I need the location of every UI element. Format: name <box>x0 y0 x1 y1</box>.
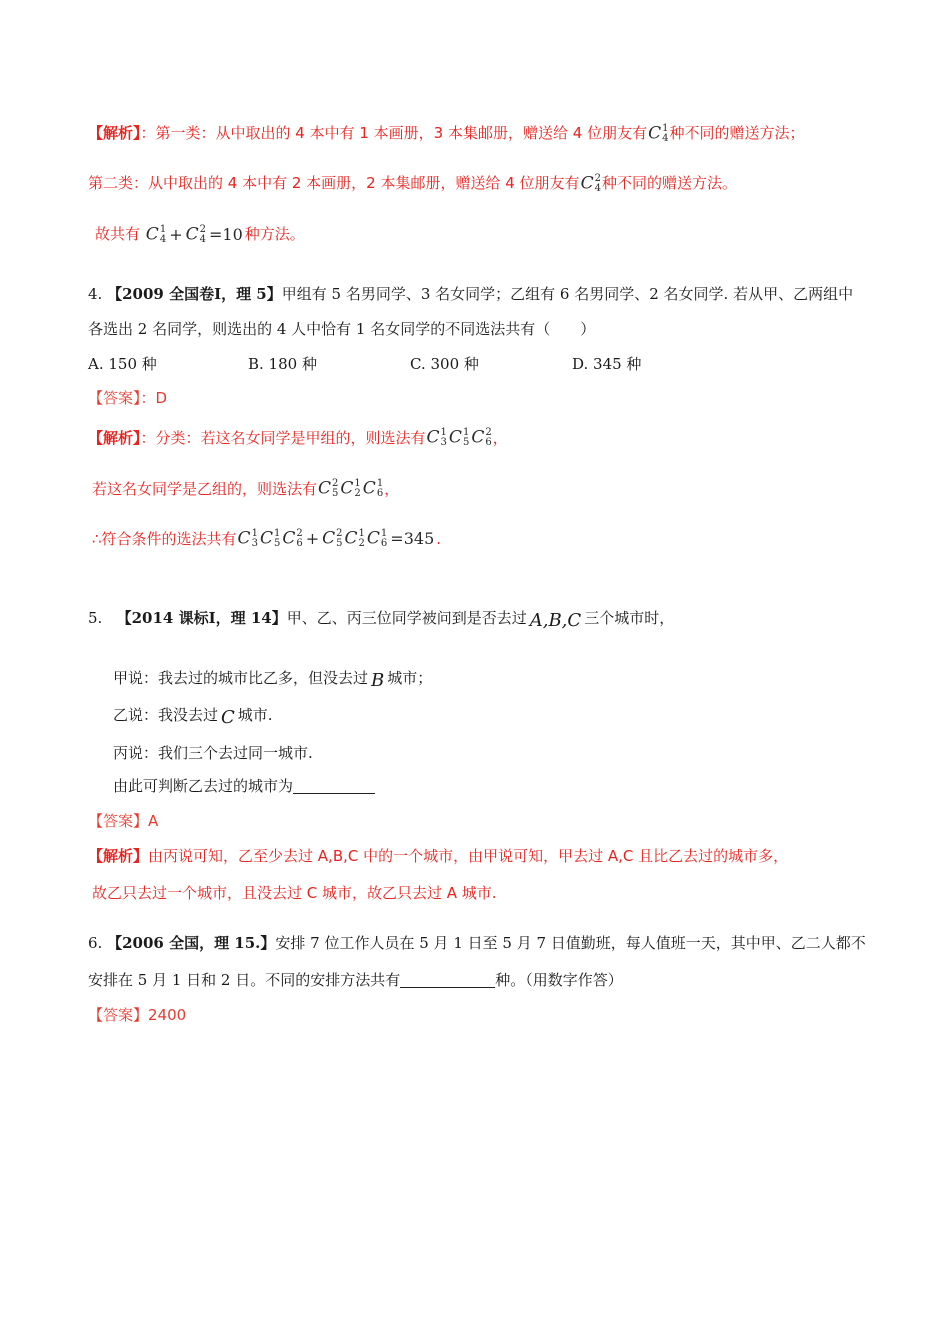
term-sup: 2 <box>199 223 206 235</box>
term-base: C <box>322 528 336 549</box>
statement-text: 城市. <box>237 706 273 724</box>
term-sub: 5 <box>462 437 470 448</box>
term-base: C <box>362 478 376 499</box>
solution-label: 【解析】 <box>88 428 141 447</box>
question-text: 安排在 5 月 1 日和 2 日。不同的安排方法共有 <box>88 971 401 989</box>
answer-blank <box>293 779 375 794</box>
q5-solution-line2 <box>0 881 950 905</box>
q6-stem-line2 <box>0 968 950 992</box>
combination-term <box>186 225 206 245</box>
combination-term <box>363 479 383 499</box>
solution-text: 第二类：从中取出的 4 本中有 2 本画册，2 本集邮册，赠送给 4 位朋友有 <box>88 174 580 192</box>
answer-label: 【答案】 <box>88 1006 149 1024</box>
term-sub: 2 <box>354 488 361 499</box>
answer-blank <box>400 973 495 988</box>
term-sub: 6 <box>380 538 388 549</box>
answer-value: A <box>148 812 159 830</box>
term-sup: 1 <box>380 528 388 539</box>
q6-answer <box>0 1003 950 1027</box>
term-indices <box>336 529 342 549</box>
q3-solution-line3 <box>0 222 950 247</box>
term-sub: 5 <box>273 538 281 549</box>
term-sub: 3 <box>251 538 258 549</box>
solution-text: ， <box>384 479 400 498</box>
q5-conclusion <box>0 774 950 798</box>
math-city: B <box>371 670 385 691</box>
q4-solution-line2 <box>0 477 950 501</box>
solution-label: 【解析】 <box>88 847 149 865</box>
combination-term <box>318 479 338 499</box>
result: =345 <box>390 529 435 548</box>
term-base: C <box>448 427 462 448</box>
statement-text: 甲说：我去过的城市比乙多，但没去过 <box>113 669 369 687</box>
term-sup: 1 <box>159 223 167 235</box>
solution-text: . <box>436 529 442 548</box>
question-text: 安排 7 位工作人员在 5 月 1 日至 5 月 7 日值勤班，每人值班一天，其中甲、乙二人都不 <box>275 934 866 952</box>
term-indices <box>274 529 280 549</box>
option-c: C. 300 种 <box>410 354 479 373</box>
term-base: C <box>145 224 159 244</box>
solution-text: ， <box>492 428 508 447</box>
term-indices <box>463 428 469 448</box>
question-text: 各选出 2 名同学，则选出的 4 人中恰有 1 名女同学的不同选法共有（ ） <box>88 319 596 338</box>
combination-term <box>427 428 447 448</box>
term-base: C <box>237 528 251 549</box>
term-indices <box>485 428 491 448</box>
term-base: C <box>648 123 662 143</box>
term-sup: 1 <box>354 478 361 489</box>
answer-label: 【答案】 <box>88 388 141 407</box>
question-number: 4. <box>88 284 103 303</box>
combination-term <box>260 529 280 549</box>
q5-statement-bing <box>0 741 950 765</box>
term-base: C <box>344 528 358 549</box>
term-sub: 4 <box>159 233 167 245</box>
term-sup: 2 <box>485 427 492 438</box>
term-sup: 1 <box>273 528 281 539</box>
question-text: 甲组有 5 名男同学、3 名女同学；乙组有 6 名男同学、2 名女同学. 若从甲、乙两组中 <box>281 284 854 303</box>
combination-term <box>648 124 668 144</box>
term-sup: 2 <box>332 478 339 489</box>
term-indices <box>441 428 447 448</box>
term-sup: 1 <box>251 528 258 539</box>
solution-text: 种不同的赠送方法； <box>669 124 805 142</box>
term-base: C <box>471 427 485 448</box>
q4-answer <box>0 386 950 410</box>
conclusion-text: 由此可判断乙去过的城市为 <box>113 777 294 795</box>
term-sup: 1 <box>358 528 365 539</box>
term-sup: 1 <box>662 122 669 134</box>
term-sub: 5 <box>336 538 343 549</box>
term-base: C <box>340 478 354 499</box>
term-sup: 2 <box>336 528 343 539</box>
combination-term <box>449 428 469 448</box>
question-number: 5. <box>88 609 103 627</box>
q4-stem-line2 <box>0 317 950 341</box>
term-sup: 2 <box>296 528 303 539</box>
q4-solution-line1 <box>0 426 950 450</box>
term-base: C <box>426 427 440 448</box>
combination-term <box>345 529 365 549</box>
solution-text: 故共有 <box>95 225 141 243</box>
term-indices <box>662 124 668 144</box>
option-d: D. 345 种 <box>572 354 642 373</box>
q3-solution-line1 <box>0 121 950 145</box>
term-indices <box>377 479 383 499</box>
term-sup: 1 <box>440 427 447 438</box>
term-indices <box>296 529 302 549</box>
q4-stem-line1 <box>0 282 950 306</box>
math-city: C <box>221 707 235 728</box>
plus-sign: + <box>169 224 183 244</box>
term-base: C <box>318 478 332 499</box>
term-sub: 6 <box>485 437 492 448</box>
term-indices <box>332 479 338 499</box>
combination-term <box>581 174 601 194</box>
q4-solution-line3 <box>0 527 950 552</box>
statement-text: 乙说：我没去过 <box>113 706 219 724</box>
solution-text: 若这名女同学是乙组的，则选法有 <box>92 479 318 498</box>
term-sub: 4 <box>662 132 669 144</box>
result: =10 <box>208 224 243 244</box>
q5-answer <box>0 809 950 833</box>
term-indices <box>252 529 258 549</box>
combination-term <box>471 428 491 448</box>
question-source: 【2006 全国，理 15.】 <box>107 934 276 952</box>
combination-term <box>238 529 258 549</box>
term-sub: 2 <box>358 538 365 549</box>
term-indices <box>381 529 387 549</box>
combination-term <box>322 529 342 549</box>
statement-text: 丙说：我们三个去过同一城市. <box>113 744 313 762</box>
term-sup: 1 <box>376 478 384 489</box>
q6-stem-line1 <box>0 931 950 955</box>
solution-label: 【解析】 <box>88 124 141 142</box>
math-cities: A,B,C <box>529 610 582 631</box>
question-text: 种。（用数字作答） <box>495 971 623 989</box>
term-sup: 1 <box>462 427 470 438</box>
term-base: C <box>580 173 594 193</box>
question-number: 6. <box>88 934 103 952</box>
term-base: C <box>259 528 273 549</box>
term-sub: 6 <box>376 488 384 499</box>
q5-stem <box>0 606 950 633</box>
term-base: C <box>282 528 296 549</box>
term-indices <box>160 225 166 245</box>
term-indices <box>354 479 360 499</box>
answer-label: 【答案】 <box>88 812 149 830</box>
solution-text: ：分类：若这名女同学是甲组的，则选法有 <box>140 428 426 447</box>
q4-options <box>0 352 950 376</box>
combination-term <box>340 479 360 499</box>
option-b: B. 180 种 <box>248 354 317 373</box>
combination-term <box>367 529 387 549</box>
statement-text: 城市； <box>387 669 433 687</box>
solution-text: ：第一类：从中取出的 4 本中有 1 本画册，3 本集邮册，赠送给 4 位朋友有 <box>140 124 648 142</box>
combination-term <box>146 225 166 245</box>
q5-statement-jia <box>0 666 950 693</box>
solution-text: 由丙说可知，乙至少去过 A,B,C 中的一个城市，由甲说可知，甲去过 A,C 且比乙去过的城市多， <box>148 847 789 865</box>
q3-solution-line2 <box>0 171 950 195</box>
term-sub: 4 <box>199 233 206 245</box>
term-indices <box>595 174 601 194</box>
question-text: 三个城市时， <box>584 609 675 627</box>
term-base: C <box>366 528 380 549</box>
answer-value: 2400 <box>148 1006 187 1024</box>
q5-solution-line1 <box>0 844 950 868</box>
term-sup: 2 <box>594 172 601 184</box>
plus-sign: + <box>305 529 320 548</box>
term-sub: 3 <box>440 437 447 448</box>
answer-value: ：D <box>140 388 168 407</box>
term-sub: 4 <box>594 182 601 194</box>
term-base: C <box>185 224 199 244</box>
q5-statement-yi <box>0 703 950 730</box>
solution-text: ∴符合条件的选法共有 <box>92 529 237 548</box>
term-indices <box>359 529 365 549</box>
question-source: 【2009 全国卷Ⅰ，理 5】 <box>107 284 282 303</box>
solution-text: 故乙只去过一个城市，且没去过 C 城市，故乙只去过 A 城市. <box>92 884 497 902</box>
combination-term <box>282 529 302 549</box>
solution-text: 种方法。 <box>244 225 305 243</box>
solution-text: 种不同的赠送方法。 <box>601 174 737 192</box>
term-sub: 5 <box>332 488 339 499</box>
question-source: 【2014 课标Ⅰ，理 14】 <box>116 609 287 627</box>
option-a: A. 150 种 <box>88 354 157 373</box>
term-sub: 6 <box>296 538 303 549</box>
question-text: 甲、乙、丙三位同学被问到是否去过 <box>286 609 527 627</box>
term-indices <box>200 225 206 245</box>
